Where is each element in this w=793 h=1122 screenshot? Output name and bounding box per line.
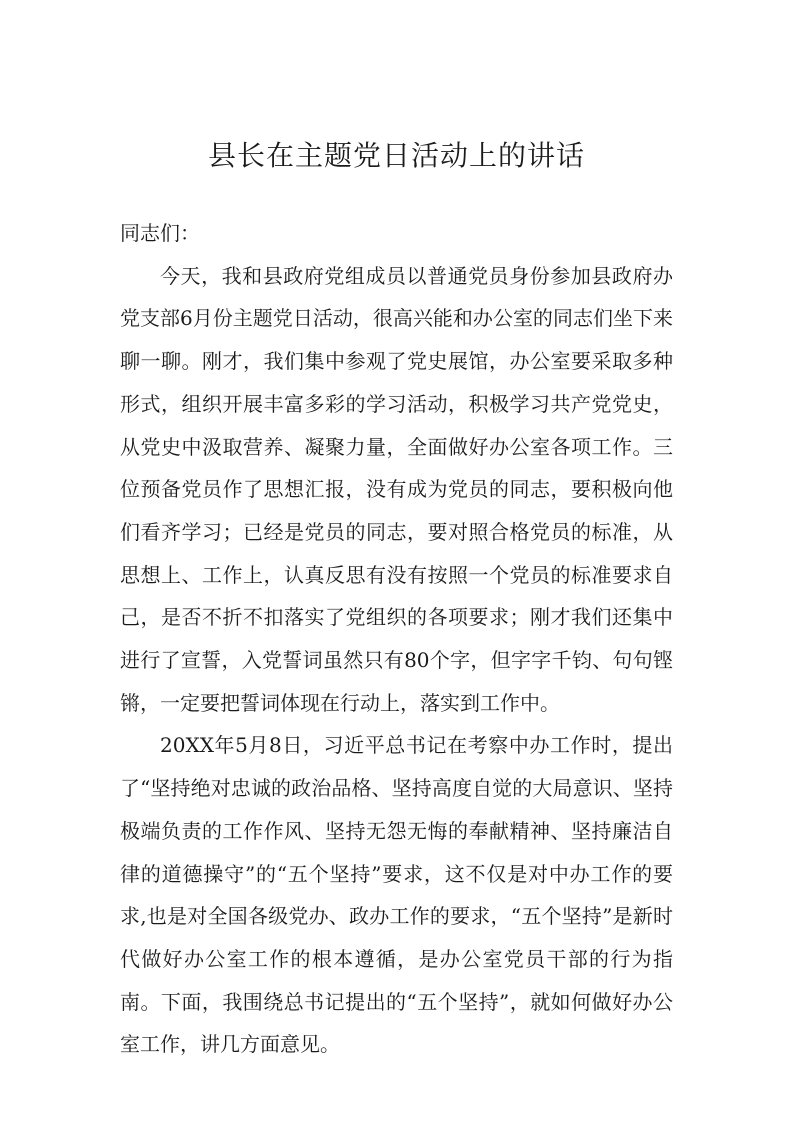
document-body: [120, 212, 673, 1066]
document-title: 县长在主题党日活动上的讲话: [207, 139, 585, 172]
paragraph-1: 今天，我和县政府党组成员以普通党员身份参加县政府办党支部6月份主题党日活动，很高兴能和办公室的同志们坐下来聊一聊。刚才，我们集中参观了党史展馆，办公室要采取多种形式，组织开展丰富多彩的学习活动，积极学习共产党党史，从党史中汲取营养、凝聚力量，全面做好办公室各项工作。三位预备党员作了思想汇报，没有成为党员的同志，要积极向他们看齐学习；已经是党员的同志，要对照合格党员的标准，从思想上、工作上，认真反思有没有按照一个党员的标准要求自己，是否不折不扣落实了党组织的各项要求；刚才我们还集中进行了宣誓，入党誓词虽然只有80个字，但字字千钧、句句铿锵，一定要把誓词体现在行动上，落实到工作中。: [120, 263, 673, 715]
paragraph-2: 20XX年5月8日，习近平总书记在考察中办工作时，提出了“坚持绝对忠诚的政治品格、坚持高度自觉的大局意识、坚持极端负责的工作作风、坚持无怨无悔的奉献精神、坚持廉洁自律的道德操守”的“五个坚持”要求，这不仅是对中办工作的要求,也是对全国各级党办、政办工作的要求，“五个坚持”是新时代做好办公室工作的根本遵循，是办公室党员干部的行为指南。下面，我围绕总书记提出的“五个坚持”，就如何做好办公室工作，讲几方面意见。: [120, 733, 673, 1057]
salutation: 同志们：: [120, 221, 200, 245]
